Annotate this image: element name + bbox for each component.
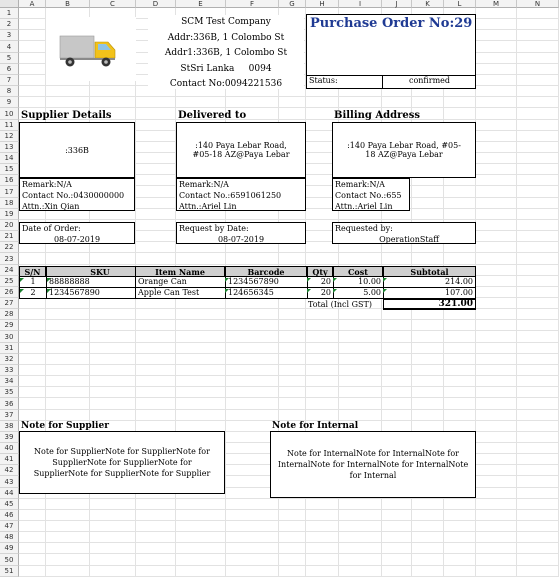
error-marker-icon[interactable] xyxy=(383,289,387,293)
row-subtotal: 214.00 xyxy=(445,277,473,286)
column-header[interactable]: A xyxy=(19,0,46,8)
note-supplier-heading: Note for Supplier xyxy=(21,421,109,431)
row-header[interactable]: 35 xyxy=(0,387,19,398)
row-header[interactable]: 36 xyxy=(0,398,19,410)
column-header[interactable]: G xyxy=(279,0,306,8)
row-cost: 5.00 xyxy=(363,288,381,297)
row-header[interactable]: 8 xyxy=(0,86,19,97)
row-header[interactable]: 28 xyxy=(0,309,19,320)
supplier-contact: Contact No.:0430000000 xyxy=(22,191,125,200)
row-header[interactable]: 20 xyxy=(0,220,19,231)
billing-heading: Billing Address xyxy=(334,110,421,121)
billing-address-line2: 18 AZ@Paya Lebar xyxy=(365,150,443,159)
col-sn-header: S/N xyxy=(19,266,46,277)
row-header[interactable]: 41 xyxy=(0,454,19,465)
col-cost-header: Cost xyxy=(333,266,383,277)
note-internal-text: Note for InternalNote for InternalNote for InternalNote for InternalNote for InternalNote for Internal xyxy=(277,449,469,480)
delivered-address-line2: #05-18 AZ@Paya Lebar xyxy=(192,150,290,159)
delivered-address-line1: :140 Paya Lebar Road, xyxy=(195,141,287,150)
supplier-attn: Attn.:Xin Qian xyxy=(22,202,80,211)
error-marker-icon[interactable] xyxy=(47,289,51,293)
row-sn: 2 xyxy=(30,288,36,297)
error-marker-icon[interactable] xyxy=(225,289,229,293)
row-header[interactable]: 13 xyxy=(0,142,19,153)
row-barcode: 1234567890 xyxy=(228,277,279,286)
po-title: Purchase Order No:29 xyxy=(310,16,473,31)
column-header[interactable]: K xyxy=(412,0,444,8)
row-header[interactable]: 46 xyxy=(0,510,19,521)
request-date-label: Request by Date: xyxy=(179,224,249,233)
row-header[interactable]: 25 xyxy=(0,276,19,287)
column-header[interactable]: C xyxy=(90,0,136,8)
row-header[interactable]: 19 xyxy=(0,209,19,220)
supplier-heading: Supplier Details xyxy=(21,110,112,121)
row-sku: 88888888 xyxy=(49,277,90,286)
row-header[interactable]: 15 xyxy=(0,164,19,175)
row-header[interactable]: 37 xyxy=(0,410,19,421)
row-header[interactable]: 42 xyxy=(0,465,19,476)
error-marker-icon[interactable] xyxy=(225,278,229,282)
row-header[interactable]: 31 xyxy=(0,343,19,354)
row-qty: 20 xyxy=(320,277,331,286)
row-header[interactable]: 33 xyxy=(0,365,19,376)
col-itemname-header: Item Name xyxy=(135,266,225,277)
column-header[interactable]: J xyxy=(382,0,412,8)
col-qty-header: Qty xyxy=(307,266,333,277)
requested-by-label: Requested by: xyxy=(335,224,393,233)
row-header[interactable]: 51 xyxy=(0,566,19,577)
row-header[interactable]: 5 xyxy=(0,53,19,64)
company-addr1: Addr1:336B, 1 Colombo St xyxy=(164,48,288,59)
row-header[interactable]: 47 xyxy=(0,521,19,532)
row-header[interactable]: 27 xyxy=(0,298,19,309)
delivered-address-box xyxy=(176,122,306,178)
delivered-remark: Remark:N/A xyxy=(179,180,229,189)
note-internal-box xyxy=(270,432,476,498)
company-addr: Addr:336B, 1 Colombo St xyxy=(167,32,285,43)
column-header[interactable]: D xyxy=(136,0,176,8)
col-subtotal-header: Subtotal xyxy=(383,266,476,277)
row-sku: 1234567890 xyxy=(49,288,100,297)
requested-by-box xyxy=(332,222,476,244)
row-header[interactable]: 29 xyxy=(0,320,19,331)
company-contact: Contact No:0094221536 xyxy=(169,79,283,89)
row-header[interactable]: 22 xyxy=(0,242,19,253)
error-marker-icon[interactable] xyxy=(333,289,337,293)
error-marker-icon[interactable] xyxy=(307,289,311,293)
row-header[interactable]: 30 xyxy=(0,331,19,343)
row-item-name: Orange Can xyxy=(138,277,187,286)
order-date-value: 08-07-2019 xyxy=(53,235,101,244)
row-header[interactable]: 34 xyxy=(0,376,19,387)
column-header[interactable]: E xyxy=(176,0,226,8)
supplier-remark: Remark:N/A xyxy=(22,180,72,189)
total-value: 321.00 xyxy=(438,300,473,309)
error-marker-icon[interactable] xyxy=(383,278,387,282)
billing-remark: Remark:N/A xyxy=(335,180,385,189)
request-date-box xyxy=(176,222,306,244)
billing-contact-box xyxy=(332,178,410,211)
status-value: confirmed xyxy=(408,76,451,85)
row-header[interactable]: 18 xyxy=(0,198,19,209)
error-marker-icon[interactable] xyxy=(307,278,311,282)
row-header[interactable]: 26 xyxy=(0,287,19,298)
col-barcode-header: Barcode xyxy=(225,266,307,277)
supplier-contact-box xyxy=(19,178,135,211)
row-qty: 20 xyxy=(320,288,331,297)
row-header[interactable]: 3 xyxy=(0,30,19,41)
row-header[interactable]: 45 xyxy=(0,499,19,510)
status-label: Status: xyxy=(309,76,338,85)
delivered-attn: Attn.:Ariel Lin xyxy=(179,202,237,211)
row-header[interactable]: 12 xyxy=(0,131,19,142)
row-header[interactable]: 23 xyxy=(0,253,19,265)
row-barcode: 124656345 xyxy=(228,288,274,297)
row-header[interactable]: 10 xyxy=(0,108,19,120)
column-header[interactable]: H xyxy=(306,0,339,8)
row-header[interactable]: 40 xyxy=(0,443,19,454)
row-header[interactable]: 16 xyxy=(0,175,19,186)
table-row[interactable] xyxy=(20,277,475,287)
note-supplier-text: Note for SupplierNote for SupplierNote for SupplierNote for SupplierNote for SupplierNote for SupplierNote for Supplier xyxy=(33,447,211,478)
row-sn: 1 xyxy=(30,277,36,286)
row-header[interactable]: 4 xyxy=(0,41,19,53)
company-info xyxy=(148,15,304,89)
table-row[interactable] xyxy=(20,288,475,298)
row-item-name: Apple Can Test xyxy=(138,288,200,297)
error-marker-icon[interactable] xyxy=(333,278,337,282)
row-header[interactable]: 48 xyxy=(0,532,19,543)
column-header[interactable]: L xyxy=(444,0,476,8)
billing-address-line1: :140 Paya Lebar Road, #05- xyxy=(347,141,461,150)
row-header[interactable]: 21 xyxy=(0,231,19,242)
logo-area xyxy=(46,17,136,81)
error-marker-icon[interactable] xyxy=(47,278,51,282)
items-body xyxy=(19,277,476,299)
row-header[interactable]: 17 xyxy=(0,186,19,198)
row-header[interactable]: 38 xyxy=(0,421,19,432)
select-all-corner[interactable] xyxy=(0,0,19,8)
delivered-heading: Delivered to xyxy=(178,110,247,121)
col-sku-header: SKU xyxy=(46,266,154,277)
supplier-address: :336B xyxy=(65,145,89,155)
row-header[interactable]: 9 xyxy=(0,97,19,108)
column-header[interactable]: M xyxy=(476,0,517,8)
request-date-value: 08-07-2019 xyxy=(217,235,265,244)
billing-attn: Attn.:Ariel Lin xyxy=(335,202,393,211)
delivered-contact: Contact No.:6591061250 xyxy=(179,191,282,200)
company-name: SCM Test Company xyxy=(181,17,271,27)
note-supplier-box xyxy=(19,432,225,494)
row-header[interactable]: 43 xyxy=(0,476,19,488)
delivered-contact-box xyxy=(176,178,306,211)
requested-by-value: OperationStaff xyxy=(379,235,439,244)
order-date-label: Date of Order: xyxy=(22,224,81,233)
supplier-address-box xyxy=(19,122,135,178)
error-marker-icon[interactable] xyxy=(20,278,24,282)
order-date-box xyxy=(19,222,135,244)
row-cost: 10.00 xyxy=(358,277,381,286)
row-header[interactable]: 39 xyxy=(0,432,19,443)
error-marker-icon[interactable] xyxy=(20,289,24,293)
column-header[interactable]: N xyxy=(517,0,559,8)
company-city: StSri Lanka 0094 xyxy=(180,63,272,74)
row-header[interactable]: 32 xyxy=(0,354,19,365)
total-box xyxy=(383,299,476,310)
column-header[interactable]: B xyxy=(46,0,90,8)
row-header[interactable]: 7 xyxy=(0,75,19,86)
row-header[interactable]: 2 xyxy=(0,19,19,30)
row-header[interactable]: 50 xyxy=(0,554,19,566)
truck-icon xyxy=(58,33,122,69)
note-internal-heading: Note for Internal xyxy=(272,421,359,431)
row-header[interactable]: 44 xyxy=(0,488,19,499)
total-label: Total (Incl GST) xyxy=(308,300,372,309)
column-header[interactable]: F xyxy=(226,0,279,8)
row-header[interactable]: 24 xyxy=(0,265,19,276)
row-header[interactable]: 11 xyxy=(0,120,19,131)
column-header[interactable]: I xyxy=(339,0,382,8)
row-header[interactable]: 6 xyxy=(0,64,19,75)
billing-address-box xyxy=(332,122,476,178)
billing-contact: Contact No.:655 xyxy=(335,191,402,200)
row-header[interactable]: 1 xyxy=(0,8,19,19)
row-subtotal: 107.00 xyxy=(445,288,473,297)
row-header[interactable]: 14 xyxy=(0,153,19,164)
row-header[interactable]: 49 xyxy=(0,543,19,554)
